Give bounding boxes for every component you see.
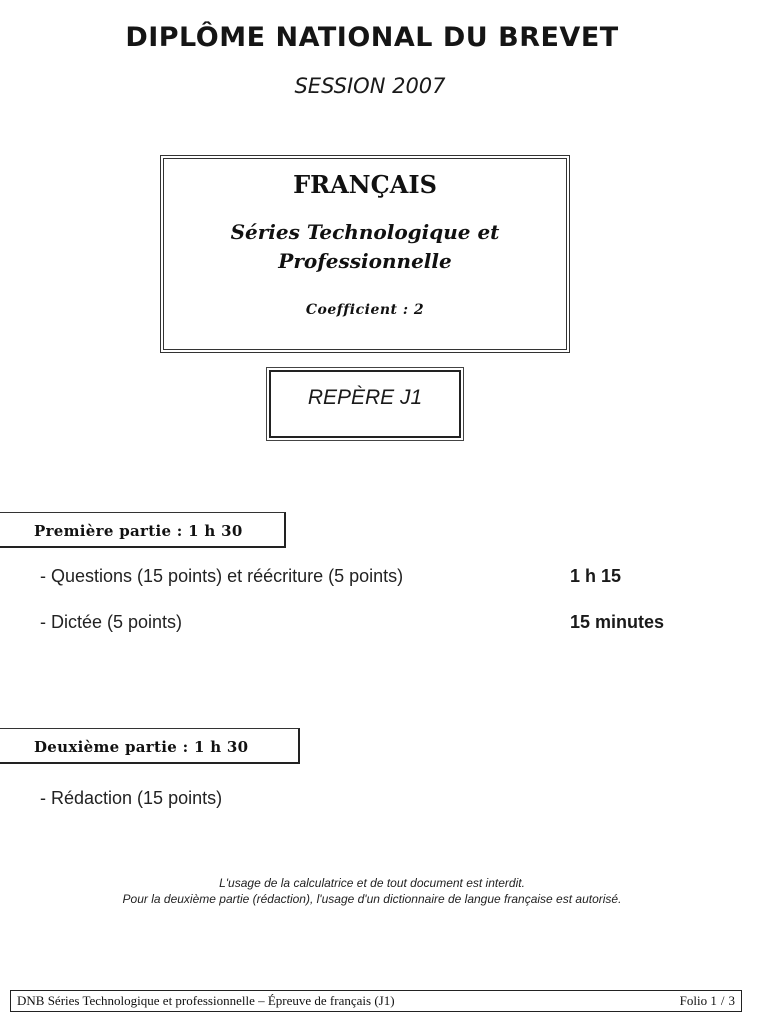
folio-separator: / [720,993,725,1008]
part-2-item-redaction: - Rédaction (15 points) [40,788,223,808]
folio-current: 1 [710,993,717,1008]
part-1-item-dictee: - Dictée (5 points) [40,612,183,632]
subject-title: FRANÇAIS [293,170,437,199]
exam-title: DIPLÔME NATIONAL DU BREVET [125,22,619,53]
session-label: SESSION 2007 [294,74,446,98]
coefficient-label: Coefficient : 2 [305,302,425,318]
part-1-item-dictee-duration: 15 minutes [570,612,665,632]
repere-label: REPÈRE J1 [307,386,423,409]
page-footer [10,990,742,1012]
part-1-item-questions: - Questions (15 points) et réécriture (5 points) [40,566,404,586]
series-line-1: Séries Technologique et [230,220,500,244]
folio-indicator [680,991,735,1011]
folio-label: Folio [679,993,708,1008]
footer-exam-label: DNB Séries Technologique et professionnelle – Épreuve de français (J1) [17,993,395,1008]
notice-line-2: Pour la deuxième partie (rédaction), l'usage d'un dictionnaire de langue française est autorisé. [122,892,622,906]
part-1-item-questions-duration: 1 h 15 [570,566,622,586]
series-label [163,218,567,276]
part-1-heading: Première partie : 1 h 30 [0,512,286,548]
series-line-2: Professionnelle [278,249,452,273]
notice-line-1: L'usage de la calculatrice et de tout document est interdit. [219,876,525,890]
part-2-heading: Deuxième partie : 1 h 30 [0,728,300,764]
folio-total: 3 [728,993,735,1008]
